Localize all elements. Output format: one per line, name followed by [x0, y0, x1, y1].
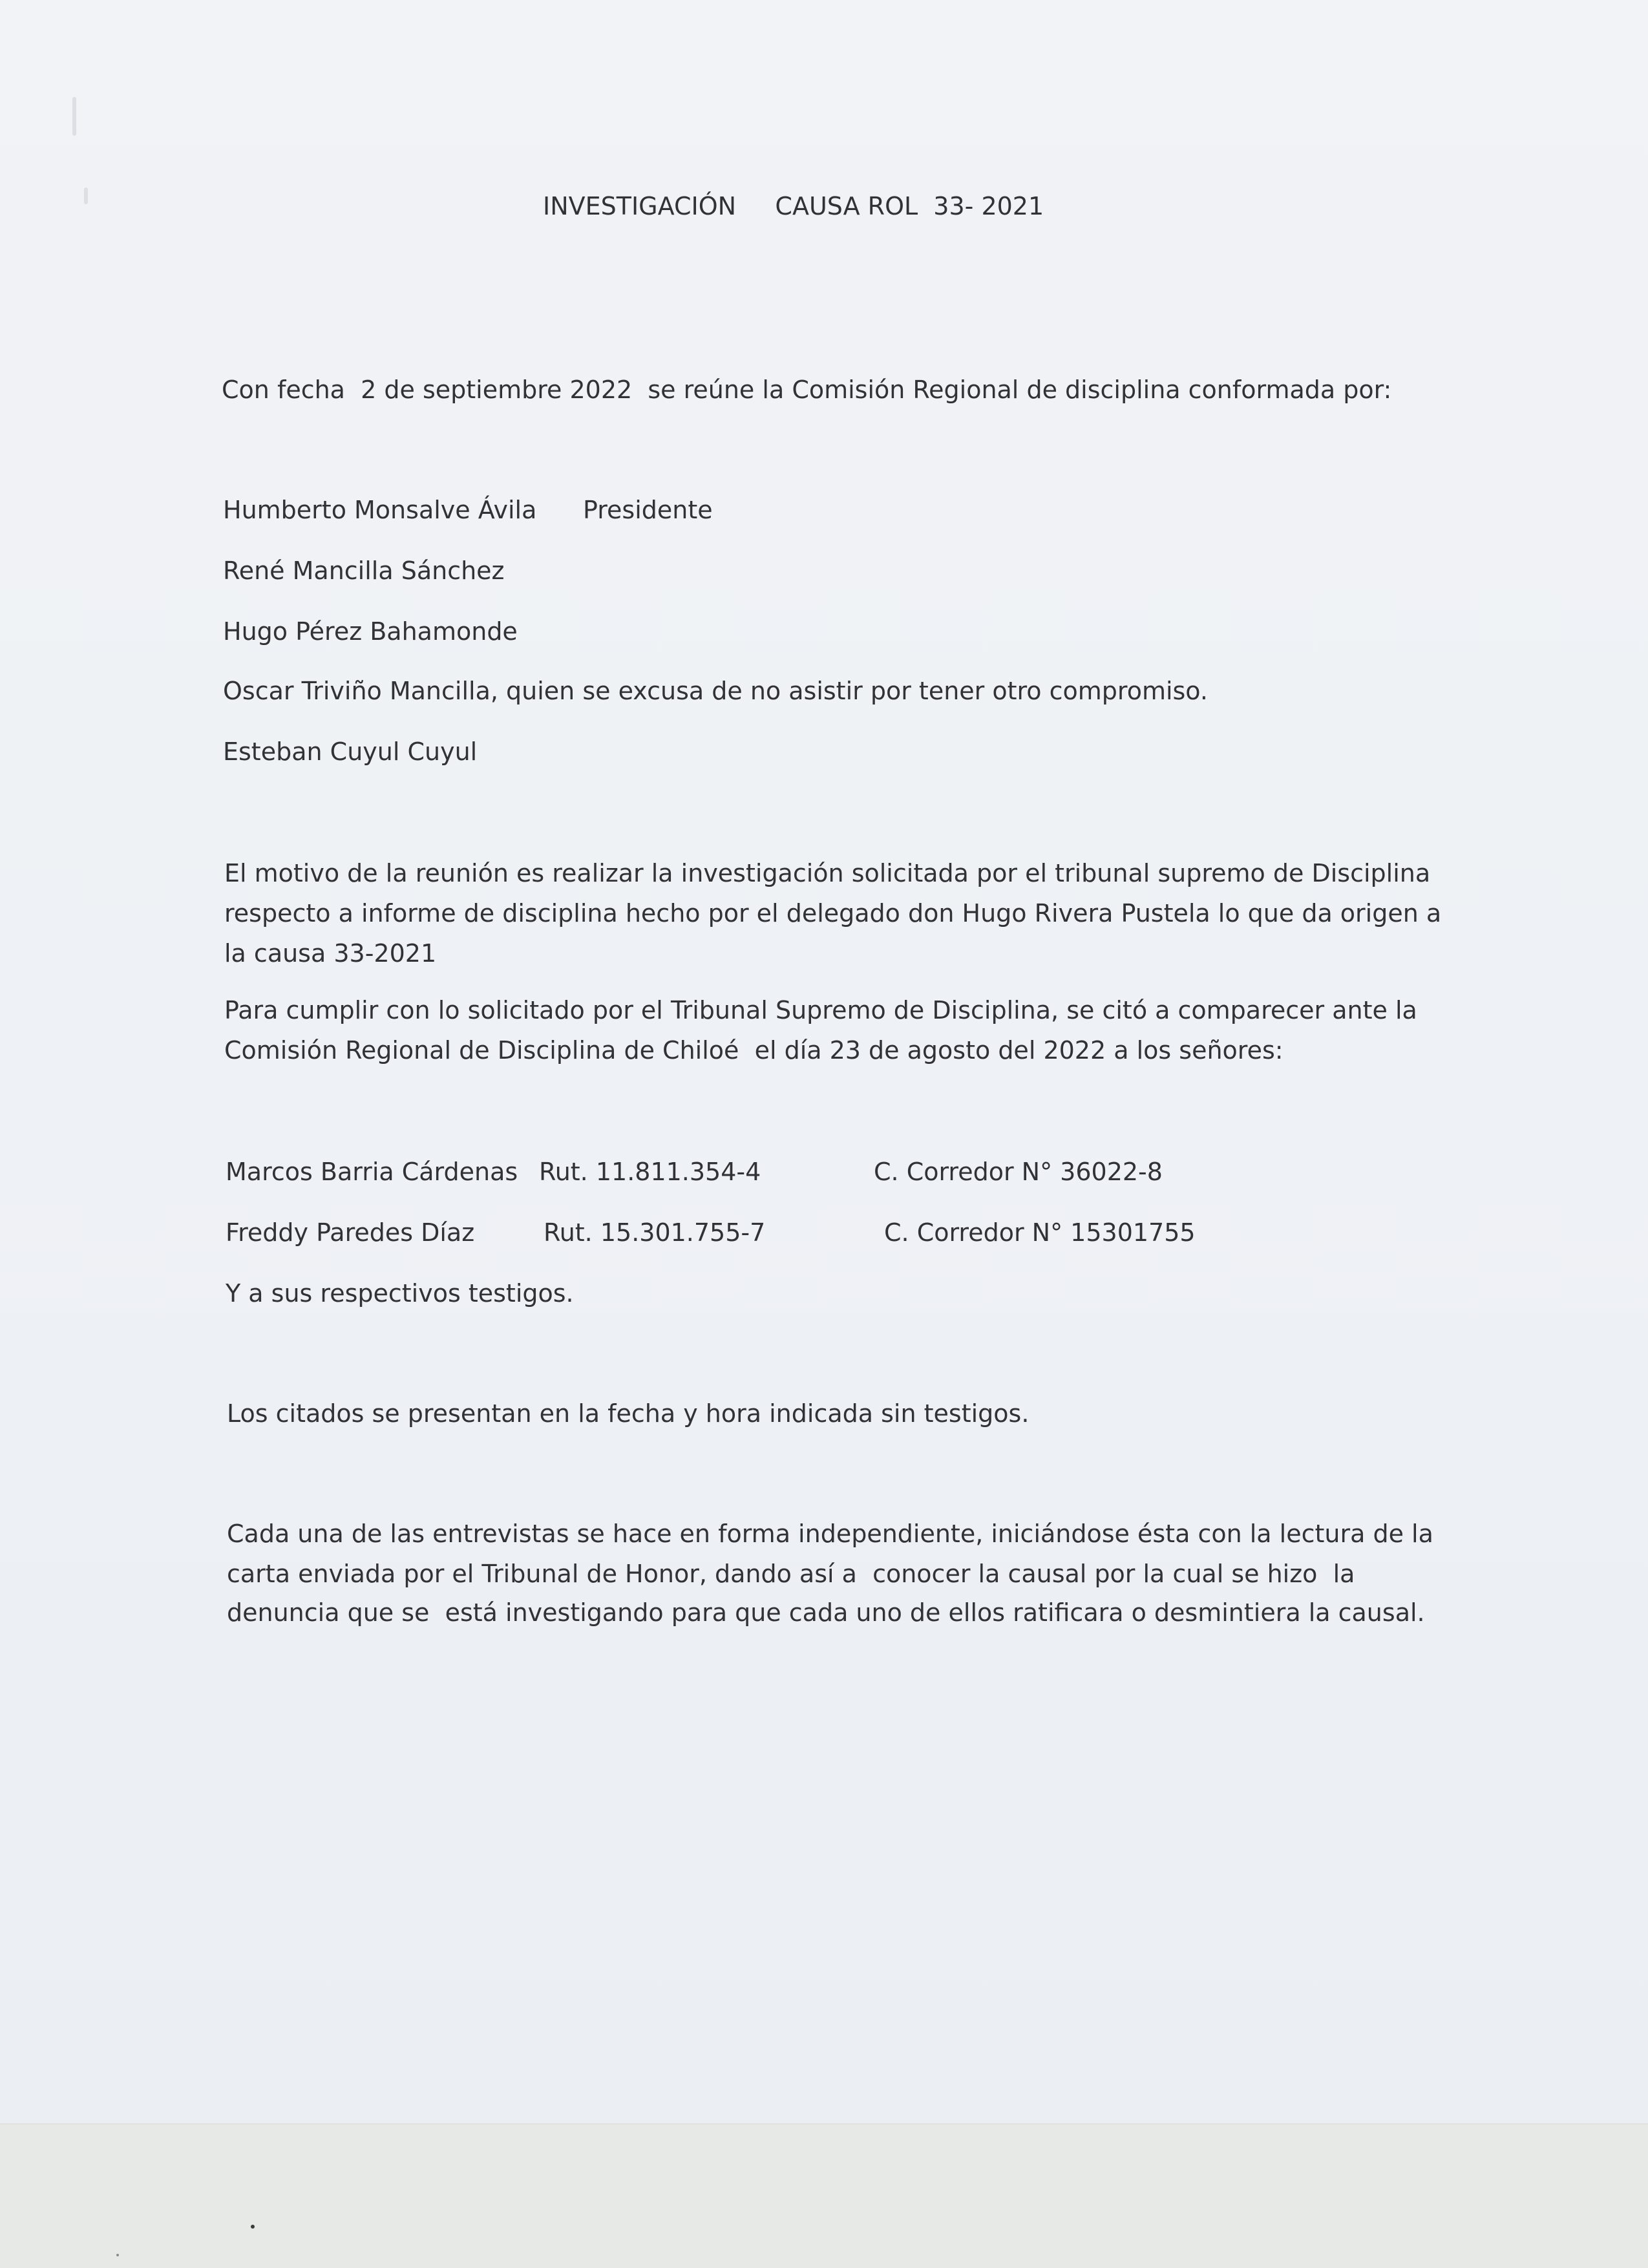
paragraph-line: Para cumplir con lo solicitado por el Tribunal Supremo de Disciplina, se citó a comparecer ante la — [224, 996, 1417, 1024]
cited-name: Freddy Paredes Díaz — [226, 1218, 475, 1247]
scan-artifact — [72, 97, 76, 136]
scan-artifact — [84, 187, 88, 204]
dust-speck — [251, 2225, 255, 2229]
document-title: INVESTIGACIÓN CAUSA ROL 33- 2021 — [543, 192, 1044, 220]
presented-line: Los citados se presentan en la fecha y hora indicada sin testigos. — [227, 1399, 1030, 1428]
member-name: Oscar Triviño Mancilla, quien se excusa de no asistir por tener otro compromiso. — [223, 677, 1208, 705]
intro-line: Con fecha 2 de septiembre 2022 se reúne la Comisión Regional de disciplina conformada por: — [222, 376, 1392, 404]
cited-rut: Rut. 11.811.354-4 — [539, 1158, 761, 1186]
witnesses-line: Y a sus respectivos testigos. — [226, 1279, 574, 1308]
cited-corredor: C. Corredor N° 36022-8 — [874, 1158, 1163, 1186]
paragraph-line: carta enviada por el Tribunal de Honor, dando así a conocer la causal por la cual se hizo la — [227, 1560, 1355, 1588]
member-name: Humberto Monsalve Ávila — [223, 496, 537, 524]
member-name: Hugo Pérez Bahamonde — [223, 617, 518, 646]
cited-corredor: C. Corredor N° 15301755 — [884, 1218, 1196, 1247]
member-name: René Mancilla Sánchez — [223, 556, 505, 585]
cited-rut: Rut. 15.301.755-7 — [544, 1218, 766, 1247]
paragraph-line: la causa 33-2021 — [224, 939, 437, 968]
member-role: Presidente — [583, 496, 713, 524]
cited-name: Marcos Barria Cárdenas — [226, 1158, 518, 1186]
scanner-bed-margin — [0, 2123, 1648, 2268]
paragraph-line: El motivo de la reunión es realizar la investigación solicitada por el tribunal supremo de Disciplina — [224, 859, 1431, 887]
paragraph-line: respecto a informe de disciplina hecho por el delegado don Hugo Rivera Pustela lo que da origen a — [224, 899, 1442, 927]
paragraph-line: Comisión Regional de Disciplina de Chiloé el día 23 de agosto del 2022 a los señores: — [224, 1036, 1284, 1065]
paragraph-line: denuncia que se está investigando para que cada uno de ellos ratificara o desmintiera la causal. — [227, 1598, 1425, 1627]
dust-speck — [116, 2254, 119, 2256]
paragraph-line: Cada una de las entrevistas se hace en forma independiente, iniciándose ésta con la lectura de la — [227, 1520, 1433, 1548]
member-name: Esteban Cuyul Cuyul — [223, 737, 478, 766]
